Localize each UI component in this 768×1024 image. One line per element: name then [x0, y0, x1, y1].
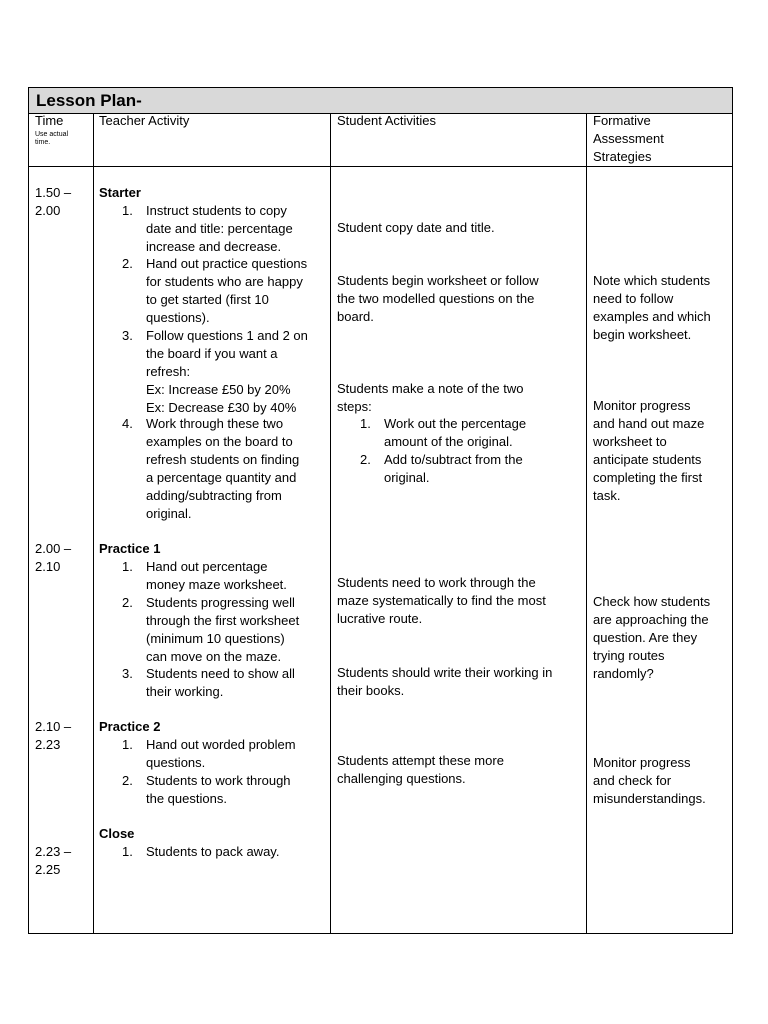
section-heading: Starter	[99, 185, 141, 200]
list-number: 1.	[122, 844, 133, 859]
time-cell: 2.23 –	[35, 844, 72, 859]
text-line: steps:	[337, 399, 372, 414]
text-line: challenging questions.	[337, 771, 466, 786]
header-formative: Formative	[593, 113, 651, 128]
text-line: need to follow	[593, 291, 674, 306]
text-line: original.	[384, 470, 430, 485]
text-line: completing the first	[593, 470, 703, 485]
text-line: Students should write their working in	[337, 665, 553, 680]
time-cell: 2.25	[35, 862, 61, 877]
section-heading: Practice 2	[99, 719, 161, 734]
header-student-activities: Student Activities	[337, 113, 436, 128]
text-line: Hand out percentage	[146, 559, 268, 574]
header-formative: Strategies	[593, 149, 652, 164]
text-line: examples and which	[593, 309, 711, 324]
text-line: refresh students on finding	[146, 452, 300, 467]
header-time: Time	[35, 113, 64, 128]
list-number: 2.	[122, 773, 133, 788]
header-time-note: Use actual	[35, 131, 69, 138]
title-bar	[29, 88, 732, 114]
text-line: date and title: percentage	[146, 221, 293, 236]
list-number: 1.	[360, 416, 371, 431]
section-heading: Practice 1	[99, 541, 161, 556]
time-cell: 2.00	[35, 203, 61, 218]
text-line: Work out the percentage	[384, 416, 527, 431]
text-line: anticipate students	[593, 452, 702, 467]
text-line: Hand out practice questions	[146, 256, 308, 271]
column-divider-student	[586, 114, 587, 933]
text-line: money maze worksheet.	[146, 577, 287, 592]
list-number: 2.	[122, 256, 133, 271]
column-divider-teacher	[330, 114, 331, 933]
text-line: questions.	[146, 755, 206, 770]
list-number: 1.	[122, 559, 133, 574]
text-line: Student copy date and title.	[337, 220, 495, 235]
text-line: Check how students	[593, 594, 711, 609]
text-line: the questions.	[146, 791, 227, 806]
text-line: a percentage quantity and	[146, 470, 297, 485]
text-line: randomly?	[593, 666, 654, 681]
text-line: lucrative route.	[337, 611, 423, 626]
text-line: Students need to show all	[146, 666, 295, 681]
header-divider	[29, 166, 732, 167]
text-line: to get started (first 10	[146, 292, 269, 307]
text-line: Add to/subtract from the	[384, 452, 523, 467]
header-formative: Assessment	[593, 131, 664, 146]
column-divider-time	[93, 114, 94, 933]
list-number: 3.	[122, 666, 133, 681]
text-line: original.	[146, 506, 192, 521]
text-line: Students to pack away.	[146, 844, 280, 859]
section-heading: Close	[99, 826, 135, 841]
text-line: the board if you want a	[146, 346, 278, 361]
text-line: Work through these two	[146, 416, 284, 431]
time-cell: 1.50 –	[35, 185, 72, 200]
text-line: Students need to work through the	[337, 575, 536, 590]
text-line: misunderstandings.	[593, 791, 706, 806]
text-line: can move on the maze.	[146, 649, 282, 664]
text-line: questions).	[146, 310, 210, 325]
list-number: 1.	[122, 203, 133, 218]
text-line: Students attempt these more	[337, 753, 504, 768]
text-line: Monitor progress	[593, 398, 691, 413]
text-line: Students begin worksheet or follow	[337, 273, 539, 288]
text-line: and hand out maze	[593, 416, 705, 431]
list-number: 4.	[122, 416, 133, 431]
list-number: 1.	[122, 737, 133, 752]
text-line: Instruct students to copy	[146, 203, 287, 218]
text-line: worksheet to	[593, 434, 667, 449]
header-time-note: time.	[35, 139, 51, 146]
text-line: (minimum 10 questions)	[146, 631, 285, 646]
text-line: Students progressing well	[146, 595, 295, 610]
text-line: Ex: Decrease £30 by 40%	[146, 400, 297, 415]
text-line: through the first worksheet	[146, 613, 300, 628]
text-line: begin worksheet.	[593, 327, 692, 342]
text-line: Hand out worded problem	[146, 737, 296, 752]
text-line: Monitor progress	[593, 755, 691, 770]
text-line: board.	[337, 309, 374, 324]
text-line: question. Are they	[593, 630, 698, 645]
text-line: Students to work through	[146, 773, 291, 788]
list-number: 2.	[122, 595, 133, 610]
text-line: increase and decrease.	[146, 239, 282, 254]
text-line: adding/subtracting from	[146, 488, 282, 503]
time-cell: 2.23	[35, 737, 61, 752]
text-line: maze systematically to find the most	[337, 593, 546, 608]
text-line: amount of the original.	[384, 434, 513, 449]
text-line: for students who are happy	[146, 274, 303, 289]
text-line: examples on the board to	[146, 434, 293, 449]
text-line: trying routes	[593, 648, 665, 663]
text-line: their books.	[337, 683, 405, 698]
list-number: 2.	[360, 452, 371, 467]
time-cell: 2.10	[35, 559, 61, 574]
time-cell: 2.10 –	[35, 719, 72, 734]
text-line: task.	[593, 488, 621, 503]
text-line: their working.	[146, 684, 224, 699]
text-line: the two modelled questions on the	[337, 291, 535, 306]
text-line: and check for	[593, 773, 672, 788]
list-number: 3.	[122, 328, 133, 343]
text-line: are approaching the	[593, 612, 709, 627]
text-line: Students make a note of the two	[337, 381, 524, 396]
text-line: refresh:	[146, 364, 191, 379]
text-line: Note which students	[593, 273, 711, 288]
time-cell: 2.00 –	[35, 541, 72, 556]
text-line: Ex: Increase £50 by 20%	[146, 382, 291, 397]
page-title: Lesson Plan-	[36, 91, 142, 110]
header-teacher-activity: Teacher Activity	[99, 113, 190, 128]
text-line: Follow questions 1 and 2 on	[146, 328, 308, 343]
